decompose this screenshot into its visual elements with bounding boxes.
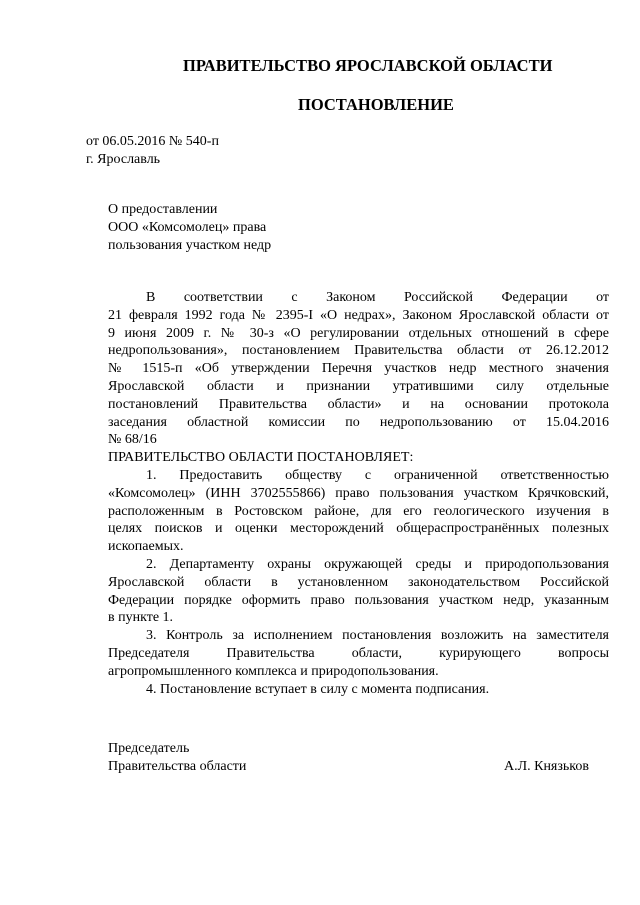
resolves-statement: ПРАВИТЕЛЬСТВО ОБЛАСТИ ПОСТАНОВЛЯЕТ: xyxy=(108,450,414,466)
item-3-line: 3. Контроль за исполнением постановления возложить на заместителя xyxy=(146,628,609,644)
preamble-line: В соответствии с Законом Российской Федерации от xyxy=(146,290,609,305)
city: г. Ярославль xyxy=(86,152,161,167)
item-3-line: агропромышленного комплекса и природопользования. xyxy=(108,663,439,679)
item-3-line: Председателя Правительства области, курирующего вопросы xyxy=(108,645,609,661)
preamble-line: 9 июня 2009 г. № 30-з «О регулировании отдельных отношений в сфере xyxy=(108,325,609,341)
signature-row xyxy=(108,758,589,776)
signatory-name: А.Л. Князьков xyxy=(504,759,589,774)
preamble-line: заседания областной комиссии по недропользованию от 15.04.2016 xyxy=(108,414,609,430)
signature-block xyxy=(108,740,589,776)
preamble-line: № 1515-п «Об утверждении Перечня участков недр местного значения xyxy=(108,361,609,377)
item-1-line: ископаемых. xyxy=(108,539,184,555)
item-2-line: 2. Департаменту охраны окружающей среды и природопользования xyxy=(146,556,609,572)
item-4-line: 4. Постановление вступает в силу с момента подписания. xyxy=(146,681,490,697)
preamble-line: № 68/16 xyxy=(108,432,157,448)
preamble-line: 21 февраля 1992 года № 2395-I «О недрах», Законом Ярославской области от xyxy=(108,307,609,323)
signature-position: Председатель xyxy=(108,741,190,756)
date-number: от 06.05.2016 № 540-п xyxy=(86,134,219,149)
item-2-line: Федерации порядке оформить право пользования участком недр, указанным xyxy=(108,592,609,608)
subject-line: О предоставлении xyxy=(108,202,218,217)
item-2-line: в пункте 1. xyxy=(108,610,174,626)
government-title: ПРАВИТЕЛЬСТВО ЯРОСЛАВСКОЙ ОБЛАСТИ xyxy=(183,56,553,75)
document-subject xyxy=(108,201,271,255)
document-body xyxy=(108,289,609,698)
preamble-line: Ярославской области и признании утратившими силу отдельные xyxy=(108,378,609,394)
item-1-line: 1. Предоставить обществу с ограниченной ответственностью xyxy=(146,467,609,483)
item-1-line: расположенным в Ростовском районе, для его геологического изучения в xyxy=(108,503,609,519)
document-meta xyxy=(86,133,219,169)
subject-line: ООО «Комсомолец» права xyxy=(108,220,267,235)
item-2-line: Ярославской области в установленном законодательством Российской xyxy=(108,574,609,590)
item-1-line: «Комсомолец» (ИНН 3702555866) право пользования участком Крячковский, xyxy=(108,485,609,501)
document-type: ПОСТАНОВЛЕНИЕ xyxy=(298,95,454,114)
preamble-line: недропользования», постановлением Правительства области от 26.12.2012 xyxy=(108,343,609,359)
preamble-line: постановлений Правительства области» и на основании протокола xyxy=(108,396,609,412)
signature-position: Правительства области xyxy=(108,759,247,774)
item-1-line: целях поисков и оценки месторождений общераспространённых полезных xyxy=(108,521,609,537)
subject-line: пользования участком недр xyxy=(108,238,272,253)
